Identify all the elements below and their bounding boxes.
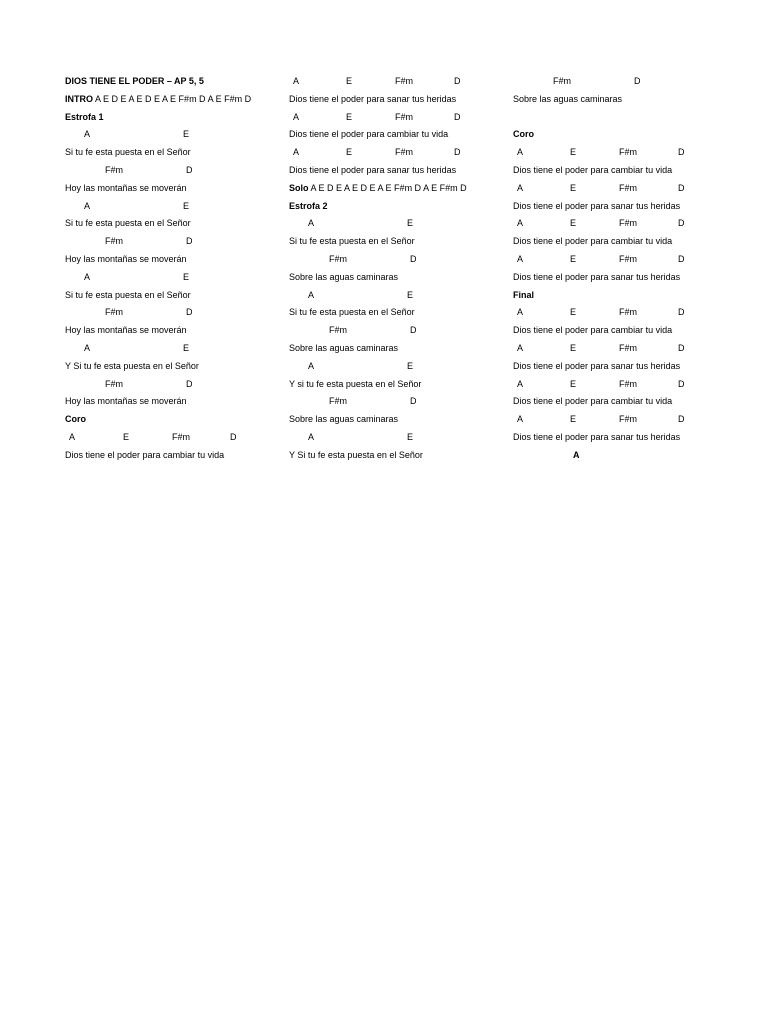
chord-e: E xyxy=(570,253,577,264)
chord-fsm: F#m xyxy=(172,431,190,442)
chord-d: D xyxy=(230,431,237,442)
chord-e: E xyxy=(123,431,130,442)
chord-a: A xyxy=(517,307,524,318)
chord-d: D xyxy=(678,307,685,318)
chord-line xyxy=(289,358,504,376)
chord-d: D xyxy=(454,147,461,158)
chord-e: E xyxy=(183,200,190,211)
lyric-line: Hoy las montañas se moverán xyxy=(65,182,187,193)
lyric-line: Y Si tu fe esta puesta en el Señor xyxy=(65,360,199,371)
chord-e: E xyxy=(570,307,577,318)
intro-chords: A E D E A E D E A E F#m D A E F#m D xyxy=(95,93,252,104)
chord-line xyxy=(289,109,504,127)
chord-line xyxy=(289,287,504,305)
intro-label: INTRO xyxy=(65,93,93,104)
chord-d: D xyxy=(678,414,685,425)
chord-fsm: F#m xyxy=(329,396,347,407)
chord-line xyxy=(513,251,728,269)
lyric-line: Si tu fe esta puesta en el Señor xyxy=(65,289,191,300)
chord-a: A xyxy=(69,431,76,442)
chord-line xyxy=(513,144,728,162)
chord-fsm: F#m xyxy=(395,111,413,122)
lyric-line: Sobre las aguas caminaras xyxy=(289,342,399,353)
chord-d: D xyxy=(678,378,685,389)
column-2 xyxy=(289,73,504,465)
chord-e: E xyxy=(407,218,414,229)
chord-a: A xyxy=(84,271,91,282)
chord-a: A xyxy=(517,414,524,425)
lyric-line: Dios tiene el poder para cambiar tu vida xyxy=(289,129,449,140)
chord-line xyxy=(513,304,728,322)
chord-e: E xyxy=(346,76,353,86)
chord-a: A xyxy=(84,200,91,211)
chord-line xyxy=(65,162,280,180)
chord-fsm: F#m xyxy=(105,164,123,175)
chord-e: E xyxy=(346,147,353,158)
section-coro: Coro xyxy=(513,129,534,140)
chord-e: E xyxy=(183,129,190,140)
lyric-line: Hoy las montañas se moverán xyxy=(65,253,187,264)
chord-a: A xyxy=(293,111,300,122)
intro-line xyxy=(65,91,280,109)
chord-a: A xyxy=(308,431,315,442)
chord-line xyxy=(513,376,728,394)
lyric-line: Si tu fe esta puesta en el Señor xyxy=(289,236,415,247)
blank-line xyxy=(513,109,728,127)
chord-d: D xyxy=(634,76,641,86)
chord-e: E xyxy=(570,378,577,389)
chord-line xyxy=(65,198,280,216)
lyric-line: Si tu fe esta puesta en el Señor xyxy=(289,307,415,318)
section-estrofa-1: Estrofa 1 xyxy=(65,111,104,122)
lyric-line: Dios tiene el poder para cambiar tu vida xyxy=(513,236,673,247)
solo-chords: A E D E A E D E A E F#m D A E F#m D xyxy=(310,182,467,193)
lyric-line: Dios tiene el poder para cambiar tu vida xyxy=(513,325,673,336)
chord-a: A xyxy=(517,147,524,158)
lyric-line: Dios tiene el poder para sanar tus heridas xyxy=(513,200,681,211)
chord-fsm: F#m xyxy=(619,342,637,353)
lyric-line: Sobre las aguas caminaras xyxy=(513,93,623,104)
chord-line xyxy=(513,447,728,465)
chord-line xyxy=(289,144,504,162)
chord-a: A xyxy=(517,378,524,389)
chord-fsm: F#m xyxy=(619,147,637,158)
lyric-line: Si tu fe esta puesta en el Señor xyxy=(65,147,191,158)
final-chord-a: A xyxy=(573,449,580,460)
chord-a: A xyxy=(517,342,524,353)
lyric-line: Dios tiene el poder para sanar tus heridas xyxy=(289,93,457,104)
chord-fsm: F#m xyxy=(553,76,571,86)
lyric-line: Sobre las aguas caminaras xyxy=(289,414,399,425)
chord-d: D xyxy=(454,111,461,122)
chord-line xyxy=(289,322,504,340)
chord-e: E xyxy=(570,342,577,353)
chord-fsm: F#m xyxy=(329,253,347,264)
chord-line xyxy=(65,233,280,251)
chord-line xyxy=(513,73,728,91)
lyric-line: Dios tiene el poder para sanar tus heridas xyxy=(513,271,681,282)
chord-line xyxy=(65,376,280,394)
chord-line xyxy=(289,429,504,447)
lyric-line: Dios tiene el poder para sanar tus heridas xyxy=(513,360,681,371)
chord-a: A xyxy=(84,129,91,140)
lyric-line: Si tu fe esta puesta en el Señor xyxy=(65,218,191,229)
chord-a: A xyxy=(293,147,300,158)
chord-fsm: F#m xyxy=(105,236,123,247)
chord-line xyxy=(513,180,728,198)
chord-line xyxy=(513,215,728,233)
chord-d: D xyxy=(678,253,685,264)
chord-a: A xyxy=(308,218,315,229)
chord-d: D xyxy=(186,236,193,247)
lyric-line: Sobre las aguas caminaras xyxy=(289,271,399,282)
chord-fsm: F#m xyxy=(105,307,123,318)
chord-e: E xyxy=(570,218,577,229)
lyric-line: Dios tiene el poder para cambiar tu vida xyxy=(513,164,673,175)
lyric-line: Y Si tu fe esta puesta en el Señor xyxy=(289,449,423,460)
chord-line xyxy=(289,251,504,269)
chord-d: D xyxy=(410,396,417,407)
lyric-line: Dios tiene el poder para cambiar tu vida xyxy=(513,396,673,407)
chord-a: A xyxy=(308,360,315,371)
chord-e: E xyxy=(183,271,190,282)
chord-line xyxy=(289,73,504,91)
chord-e: E xyxy=(570,147,577,158)
lyric-line: Dios tiene el poder para cambiar tu vida xyxy=(65,449,225,460)
column-3 xyxy=(513,73,728,465)
chord-d: D xyxy=(186,164,193,175)
chord-d: D xyxy=(410,253,417,264)
chord-e: E xyxy=(407,360,414,371)
chord-fsm: F#m xyxy=(619,378,637,389)
chord-d: D xyxy=(186,378,193,389)
solo-line xyxy=(289,180,504,198)
chord-fsm: F#m xyxy=(329,325,347,336)
chord-a: A xyxy=(308,289,315,300)
chord-fsm: F#m xyxy=(619,414,637,425)
chord-line xyxy=(289,215,504,233)
section-estrofa-2: Estrofa 2 xyxy=(289,200,328,211)
chord-e: E xyxy=(570,414,577,425)
lyric-line: Y si tu fe esta puesta en el Señor xyxy=(289,378,422,389)
chord-fsm: F#m xyxy=(619,307,637,318)
chord-e: E xyxy=(570,182,577,193)
chord-line xyxy=(513,411,728,429)
chord-line xyxy=(65,429,280,447)
chord-a: A xyxy=(517,253,524,264)
chord-d: D xyxy=(678,147,685,158)
chord-d: D xyxy=(186,307,193,318)
chord-line xyxy=(289,393,504,411)
chord-a: A xyxy=(517,218,524,229)
chord-fsm: F#m xyxy=(395,147,413,158)
chord-e: E xyxy=(407,289,414,300)
chord-d: D xyxy=(454,76,461,86)
lyric-line: Hoy las montañas se moverán xyxy=(65,325,187,336)
chord-e: E xyxy=(346,111,353,122)
solo-label: Solo xyxy=(289,182,309,193)
chord-line xyxy=(65,304,280,322)
chord-a: A xyxy=(517,182,524,193)
chord-e: E xyxy=(407,431,414,442)
column-1 xyxy=(65,73,280,465)
chord-e: E xyxy=(183,342,190,353)
chord-fsm: F#m xyxy=(105,378,123,389)
section-coro: Coro xyxy=(65,414,86,425)
chord-d: D xyxy=(678,182,685,193)
chord-a: A xyxy=(84,342,91,353)
chord-line xyxy=(65,126,280,144)
section-final: Final xyxy=(513,289,535,300)
lyric-line: Dios tiene el poder para sanar tus heridas xyxy=(513,431,681,442)
chord-fsm: F#m xyxy=(619,182,637,193)
lyric-line: Dios tiene el poder para sanar tus heridas xyxy=(289,164,457,175)
chord-line xyxy=(65,340,280,358)
chord-fsm: F#m xyxy=(395,76,413,86)
lyric-line: Hoy las montañas se moverán xyxy=(65,396,187,407)
song-title: DIOS TIENE EL PODER – AP 5, 5 xyxy=(65,76,204,86)
chord-d: D xyxy=(410,325,417,336)
chord-d: D xyxy=(678,218,685,229)
chord-d: D xyxy=(678,342,685,353)
chord-line xyxy=(513,340,728,358)
chord-a: A xyxy=(293,76,300,86)
chord-line xyxy=(65,269,280,287)
chord-fsm: F#m xyxy=(619,253,637,264)
chord-fsm: F#m xyxy=(619,218,637,229)
